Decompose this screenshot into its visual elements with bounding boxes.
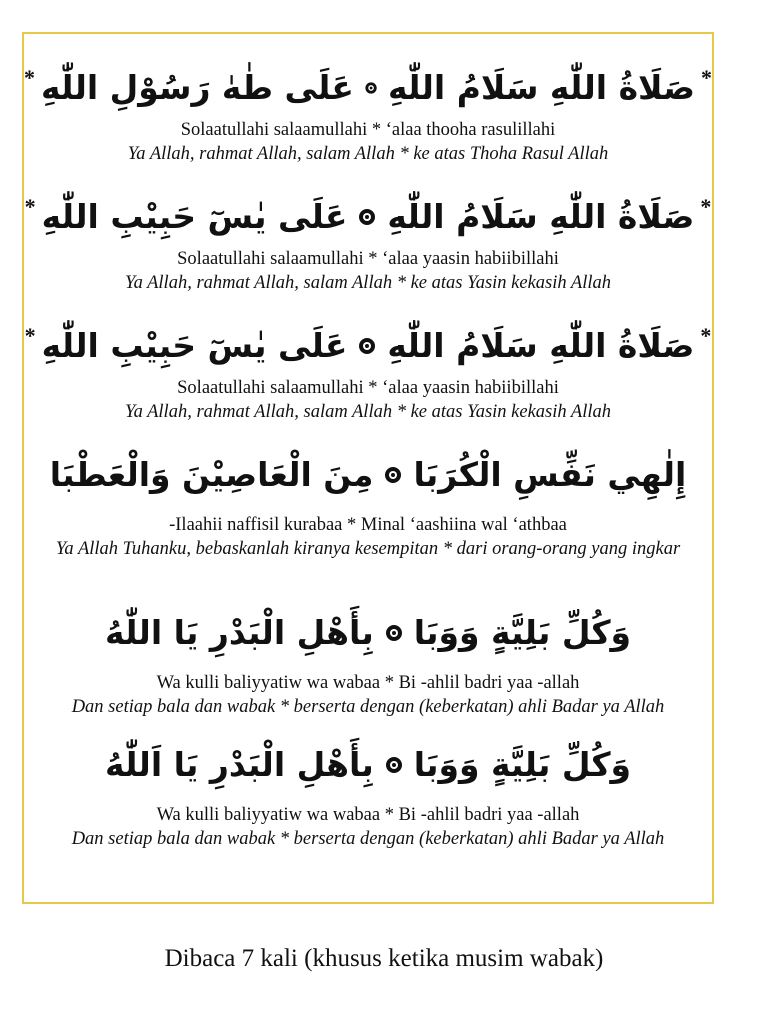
transliteration: Solaatullahi salaamullahi * ‘alaa yaasin habiibillahi (177, 378, 559, 398)
arabic-first-hemistich: وَكُلِّ بَلِيَّةٍ وَوَبَا (413, 745, 632, 784)
arabic-second-hemistich: عَلَى طٰهٰ رَسُوْلِ اللّٰهِ (41, 68, 354, 107)
asterisk-mark: * (701, 65, 712, 90)
arabic-second-hemistich: مِنَ الْعَاصِيْنَ وَالْعَطْبَا (49, 455, 374, 494)
transliteration: Wa kulli baliyyatiw wa wabaa * Bi -ahlil badri yaa -allah (156, 805, 580, 825)
asterisk-mark: * (24, 65, 35, 90)
verse-block-1 (24, 60, 712, 166)
transliteration: Solaatullahi salaamullahi * ‘alaa thooha rasulillahi (180, 120, 556, 140)
transliteration: -Ilaahii naffisil kurabaa * Minal ‘aashiina wal ‘athbaa (169, 515, 567, 535)
verse-block-4 (24, 447, 712, 561)
asterisk-mark: * (24, 323, 36, 348)
verse-block-3 (24, 318, 712, 424)
malay-meaning: Ya Allah Tuhanku, bebaskanlah kiranya kesempitan * dari orang-orang yang ingkar (55, 539, 681, 559)
flower-separator-icon (357, 207, 377, 227)
arabic-second-hemistich: عَلَى يٰسٓ حَبِيْبِ اللّٰهِ (41, 197, 348, 236)
arabic-first-hemistich: صَلَاةُ اللّٰهِ سَلَامُ اللّٰهِ (387, 326, 695, 365)
malay-meaning: Ya Allah, rahmat Allah, salam Allah * ke atas Yasin kekasih Allah (124, 402, 611, 422)
asterisk-mark: * (24, 194, 36, 219)
malay-meaning: Ya Allah, rahmat Allah, salam Allah * ke atas Yasin kekasih Allah (124, 273, 611, 293)
verse-frame (22, 32, 714, 904)
arabic-line (24, 605, 712, 661)
arabic-first-hemistich: صَلَاةُ اللّٰهِ سَلَامُ اللّٰهِ (387, 197, 695, 236)
malay-meaning: Dan setiap bala dan wabak * berserta dengan (keberkatan) ahli Badar ya Allah (71, 829, 665, 849)
transliteration: Wa kulli baliyyatiw wa wabaa * Bi -ahlil badri yaa -allah (156, 673, 580, 693)
verse-block-6 (24, 737, 712, 851)
flower-separator-icon (364, 78, 378, 98)
arabic-line (24, 318, 712, 374)
reading-instruction-caption: Dibaca 7 kali (khusus ketika musim wabak) (164, 945, 604, 972)
arabic-first-hemistich: إِلٰهِي نَفِّسِ الْكُرَبَا (413, 455, 687, 494)
arabic-second-hemistich: بِأَهْلِ الْبَدْرِ يَا اللّٰهُ (104, 613, 374, 652)
verse-block-2 (24, 189, 712, 295)
transliteration: Solaatullahi salaamullahi * ‘alaa yaasin habiibillahi (177, 249, 559, 269)
arabic-second-hemistich: بِأَهْلِ الْبَدْرِ يَا اَللّٰهُ (104, 745, 374, 784)
arabic-first-hemistich: صَلَاةُ اللّٰهِ سَلَامُ اللّٰهِ (388, 68, 695, 107)
arabic-first-hemistich: وَكُلِّ بَلِيَّةٍ وَوَبَا (413, 613, 632, 652)
arabic-second-hemistich: عَلَى يٰسٓ حَبِيْبِ اللّٰهِ (41, 326, 348, 365)
arabic-line (24, 737, 712, 793)
asterisk-mark: * (700, 194, 712, 219)
arabic-line (24, 60, 712, 116)
flower-separator-icon (384, 623, 404, 643)
flower-separator-icon (383, 465, 403, 485)
malay-meaning: Ya Allah, rahmat Allah, salam Allah * ke atas Thoha Rasul Allah (127, 144, 609, 164)
arabic-line (24, 447, 712, 503)
malay-meaning: Dan setiap bala dan wabak * berserta dengan (keberkatan) ahli Badar ya Allah (71, 697, 665, 717)
arabic-line (24, 189, 712, 245)
flower-separator-icon (384, 755, 404, 775)
verse-block-5 (24, 605, 712, 719)
asterisk-mark: * (700, 323, 712, 348)
flower-separator-icon (357, 336, 377, 356)
